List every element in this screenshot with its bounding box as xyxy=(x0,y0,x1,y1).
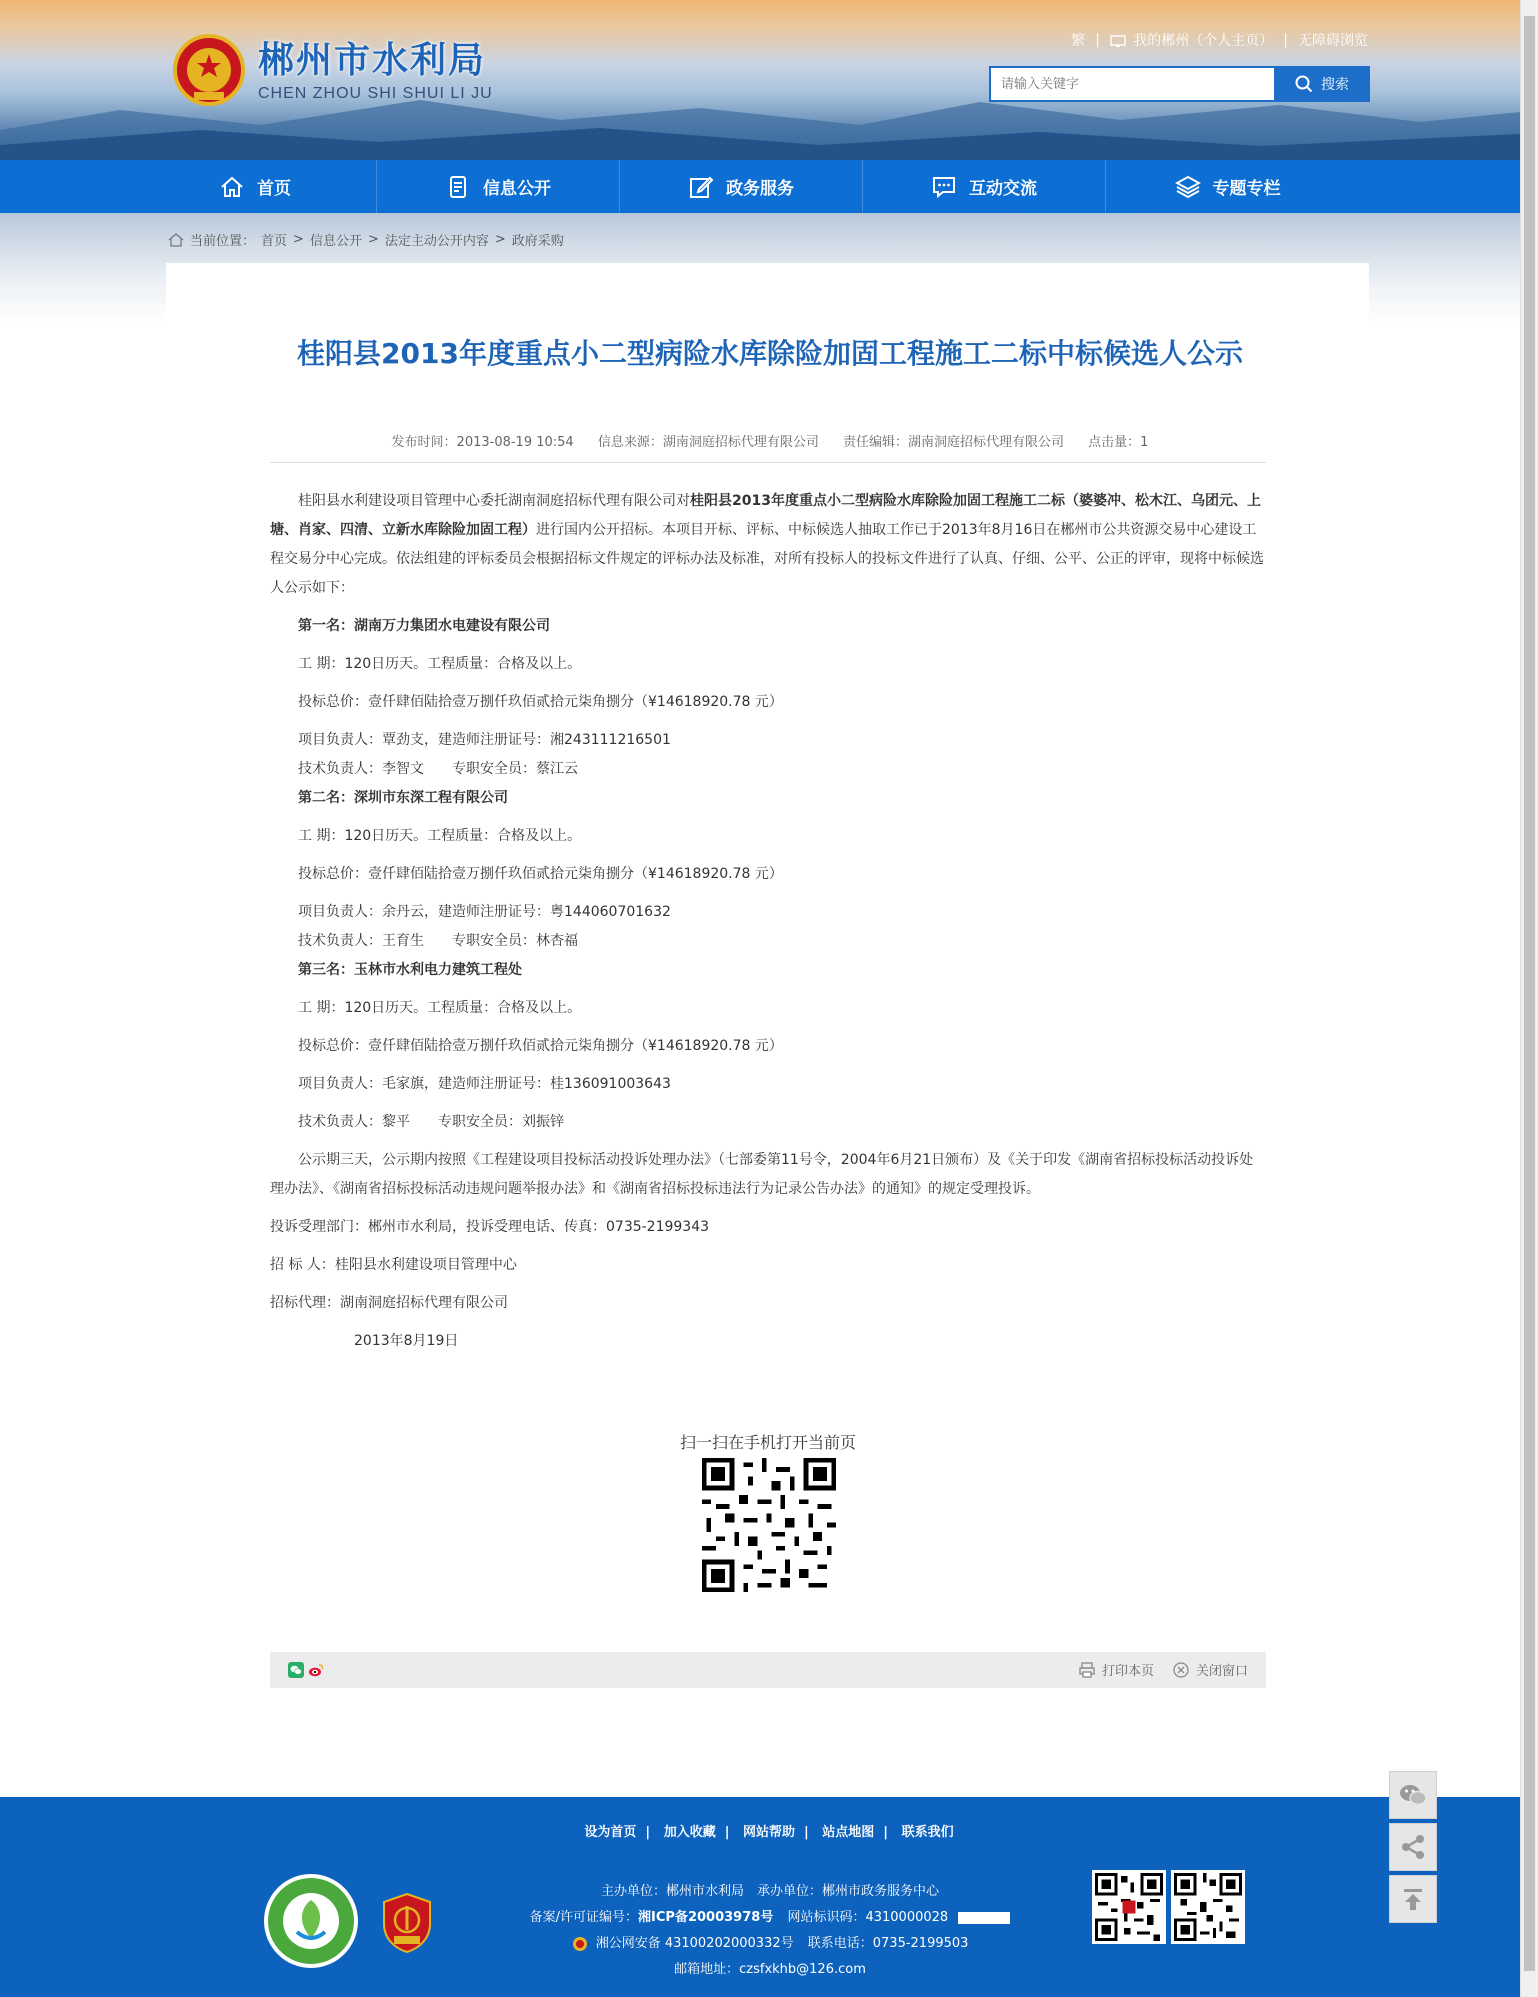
police-record[interactable]: 湘公网安备 43100202000332号 xyxy=(595,1936,794,1951)
footer-link-set-home[interactable]: 设为首页 xyxy=(584,1825,637,1840)
nav-item-interaction[interactable] xyxy=(863,160,1106,213)
footer-link-contact[interactable]: 联系我们 xyxy=(901,1825,954,1840)
main-nav xyxy=(0,160,1520,213)
footer xyxy=(0,1797,1520,1997)
my-page-label: 我的郴州（个人主页） xyxy=(1133,33,1274,49)
icp-number[interactable]: 湘ICP备20003978号 xyxy=(638,1910,774,1925)
candidate-tech: 技术负责人：李智文 专职安全员：蔡江云 xyxy=(298,761,578,777)
contact-email: 邮箱地址：czsfxkhb@126.com xyxy=(674,1962,866,1977)
close-window-button[interactable] xyxy=(1172,1660,1248,1679)
wechat-icon[interactable] xyxy=(288,1662,304,1678)
national-emblem-icon xyxy=(172,32,246,110)
top-links xyxy=(1071,30,1368,50)
nav-label: 政务服务 xyxy=(726,179,794,199)
breadcrumb-prefix: 当前位置： xyxy=(190,234,256,249)
candidate-manager: 项目负责人：覃劲支，建造师注册证号：湘243111216501 xyxy=(298,732,671,748)
breadcrumb-sep: > xyxy=(293,232,304,247)
page-scrollbar[interactable] xyxy=(1520,0,1538,1997)
candidate-manager: 项目负责人：毛家旗，建造师注册证号：桂136091003643 xyxy=(298,1076,671,1092)
sponsor-info: 主办单位：郴州市水利局 承办单位：郴州市政务服务中心 xyxy=(600,1884,939,1899)
article-container xyxy=(166,263,1369,1733)
weibo-icon[interactable] xyxy=(308,1662,324,1678)
layers-icon xyxy=(1175,174,1201,200)
footer-links xyxy=(0,1821,1538,1840)
candidate-price: 投标总价：壹仟肆佰陆拾壹万捌仟玖佰贰拾元柒角捌分（¥14618920.78 元） xyxy=(298,694,783,710)
scrollbar-thumb[interactable] xyxy=(1524,16,1535,1971)
divider: | xyxy=(724,1825,730,1840)
back-to-top-icon xyxy=(1399,1885,1427,1913)
tenderer-info: 招 标 人：桂阳县水利建设项目管理中心 xyxy=(270,1257,517,1273)
publish-date: 2013年8月19日 xyxy=(354,1333,459,1349)
side-share-button[interactable] xyxy=(1389,1823,1437,1871)
icp-label: 备案/许可证编号： xyxy=(529,1910,639,1925)
search-box xyxy=(989,66,1370,102)
breadcrumb-sep: > xyxy=(494,232,506,247)
breadcrumb-item-home[interactable]: 首页 xyxy=(261,234,288,249)
info-source: 信息来源：湖南洞庭招标代理有限公司 xyxy=(597,435,819,450)
traditional-chinese-link[interactable]: 繁 xyxy=(1071,33,1086,49)
print-label: 打印本页 xyxy=(1101,1664,1154,1679)
click-count: 点击量：1 xyxy=(1088,435,1149,450)
divider: | xyxy=(883,1825,889,1840)
share-toolbar xyxy=(270,1652,1266,1688)
search-input[interactable] xyxy=(989,66,1274,102)
article-body xyxy=(270,487,1266,1356)
nav-item-services[interactable] xyxy=(620,160,863,213)
candidate-manager: 项目负责人：余丹云，建造师注册证号：粤144060701632 xyxy=(298,904,671,920)
breadcrumb-item-legal-content[interactable]: 法定主动公开内容 xyxy=(384,234,489,249)
candidate-price: 投标总价：壹仟肆佰陆拾壹万捌仟玖佰贰拾元柒角捌分（¥14618920.78 元） xyxy=(298,1038,783,1054)
nav-label: 互动交流 xyxy=(969,179,1037,199)
nav-item-topics[interactable] xyxy=(1106,160,1349,213)
candidate-period: 工 期：120日历天。工程质量：合格及以上。 xyxy=(298,656,582,672)
editor: 责任编辑：湖南洞庭招标代理有限公司 xyxy=(843,435,1065,450)
nav-item-info-public[interactable] xyxy=(377,160,620,213)
breadcrumb-sep: > xyxy=(367,232,379,247)
site-pinyin: CHEN ZHOU SHI SHUI LI JU xyxy=(258,85,493,102)
icp-info xyxy=(470,1905,1070,1931)
divider: | xyxy=(1283,32,1288,48)
intro-project-name: 桂阳县2013年度重点小二型病险水库除险加固工程施工二标（婆婆冲、松木江、乌团元、上塘、肖家、四清、立新水库除险加固工程） xyxy=(270,493,1261,538)
search-icon xyxy=(1295,75,1313,93)
nav-label: 首页 xyxy=(257,179,291,199)
share-icon xyxy=(1399,1833,1427,1861)
document-icon xyxy=(445,174,471,200)
breadcrumb-item-info-public[interactable]: 信息公开 xyxy=(309,234,362,249)
side-float-toolbar xyxy=(1389,1771,1437,1927)
qr-label: 扫一扫在手机打开当前页 xyxy=(679,1433,856,1452)
footer-qr-wechat xyxy=(1092,1870,1166,1944)
nav-item-home[interactable] xyxy=(134,160,377,213)
qr-code-icon xyxy=(1095,1873,1163,1941)
accessible-browse-link[interactable]: 无障碍浏览 xyxy=(1298,33,1368,49)
divider: | xyxy=(645,1825,651,1840)
wechat-icon xyxy=(1398,1782,1428,1808)
candidate-rank: 第二名：深圳市东深工程有限公司 xyxy=(298,790,508,806)
candidate-tech: 技术负责人：王育生 专职安全员：林杏福 xyxy=(298,933,578,949)
footer-link-sitemap[interactable]: 站点地图 xyxy=(822,1825,875,1840)
home-icon xyxy=(168,232,184,247)
site-name: 郴州市水利局 xyxy=(258,40,487,81)
home-icon xyxy=(219,174,245,200)
civilized-unit-badge-icon[interactable] xyxy=(262,1872,360,1970)
footer-link-bookmark[interactable]: 加入收藏 xyxy=(663,1825,716,1840)
article-meta xyxy=(270,431,1270,450)
notice-paragraph: 公示期三天，公示期内按照《工程建设项目投标活动投诉处理办法》（七部委第11号令，2004年6月21日颁布）及《关于印发《湖南省招标投标活动投诉处理办法》、《湖南省招标投标活动违规问题举报办法》和《湖南省招标投标违法行为记录公告办法》的通知》的规定受理投诉。 xyxy=(270,1152,1254,1197)
divider: | xyxy=(804,1825,809,1840)
candidate-period: 工 期：120日历天。工程质量：合格及以上。 xyxy=(298,828,582,844)
monitor-icon xyxy=(1110,35,1126,48)
candidate-rank: 第一名：湖南万力集团水电建设有限公司 xyxy=(298,618,550,634)
edit-icon xyxy=(688,174,714,200)
breadcrumb-item-procurement[interactable]: 政府采购 xyxy=(511,234,564,249)
site-logo[interactable] xyxy=(172,32,493,110)
publish-time: 发布时间：2013-08-19 10:54 xyxy=(391,435,574,450)
agent-info: 招标代理：湖南洞庭招标代理有限公司 xyxy=(270,1295,508,1311)
nav-label: 信息公开 xyxy=(483,179,551,199)
police-info xyxy=(470,1931,1070,1957)
party-organ-badge-icon[interactable] xyxy=(380,1892,434,1954)
qr-code-icon xyxy=(702,1458,836,1592)
chat-icon xyxy=(931,174,957,200)
article-title: 桂阳县2013年度重点小二型病险水库除险加固工程施工二标中标候选人公示 xyxy=(297,337,1243,370)
search-button-label: 搜索 xyxy=(1321,77,1349,93)
candidate-tech: 技术负责人：黎平 专职安全员：刘振锌 xyxy=(298,1114,564,1130)
footer-qr-app xyxy=(1171,1870,1245,1944)
contact-phone: 联系电话：0735-2199503 xyxy=(807,1936,969,1951)
footer-link-help[interactable]: 网站帮助 xyxy=(742,1825,795,1840)
print-button[interactable] xyxy=(1078,1660,1154,1679)
intro-text-b: 进行国内公开招标。本项目开标、评标、中标候选人抽取工作已于2013年8月16日在郴州市公共资源交易中心建设工程交易分中心完成。依法组建的评标委员会根据招标文件规定的评标办法及标准，对所有投标人的投标文件进行了认真、仔细、公平、公正的评审，现将中标候选人公示如下： xyxy=(270,522,1264,596)
site-id: 网站标识码：4310000028 xyxy=(787,1910,949,1925)
printer-icon xyxy=(1078,1661,1096,1679)
close-icon xyxy=(1172,1661,1190,1679)
divider: | xyxy=(1095,32,1100,48)
police-badge-icon xyxy=(572,1936,588,1952)
intro-text-a: 桂阳县水利建设项目管理中心委托湖南洞庭招标代理有限公司对 xyxy=(298,493,690,509)
footer-info xyxy=(470,1879,1070,1983)
search-button[interactable] xyxy=(1274,66,1370,102)
nav-label: 专题专栏 xyxy=(1212,179,1281,199)
intro-paragraph xyxy=(270,487,1266,603)
cnzz-stat-icon[interactable] xyxy=(958,1912,1010,1924)
candidate-period: 工 期：120日历天。工程质量：合格及以上。 xyxy=(298,1000,582,1016)
breadcrumb xyxy=(168,230,564,249)
side-wechat-button[interactable] xyxy=(1389,1771,1437,1819)
close-label: 关闭窗口 xyxy=(1195,1664,1248,1679)
complaint-info: 投诉受理部门：郴州市水利局，投诉受理电话、传真：0735-2199343 xyxy=(270,1219,710,1235)
my-page-link[interactable] xyxy=(1110,30,1273,50)
back-to-top-button[interactable] xyxy=(1389,1875,1437,1923)
candidate-rank: 第三名：玉林市水利电力建筑工程处 xyxy=(298,962,522,978)
candidate-price: 投标总价：壹仟肆佰陆拾壹万捌仟玖佰贰拾元柒角捌分（¥14618920.78 元） xyxy=(298,866,783,882)
divider xyxy=(270,462,1266,463)
qr-code-icon xyxy=(1174,1873,1242,1941)
